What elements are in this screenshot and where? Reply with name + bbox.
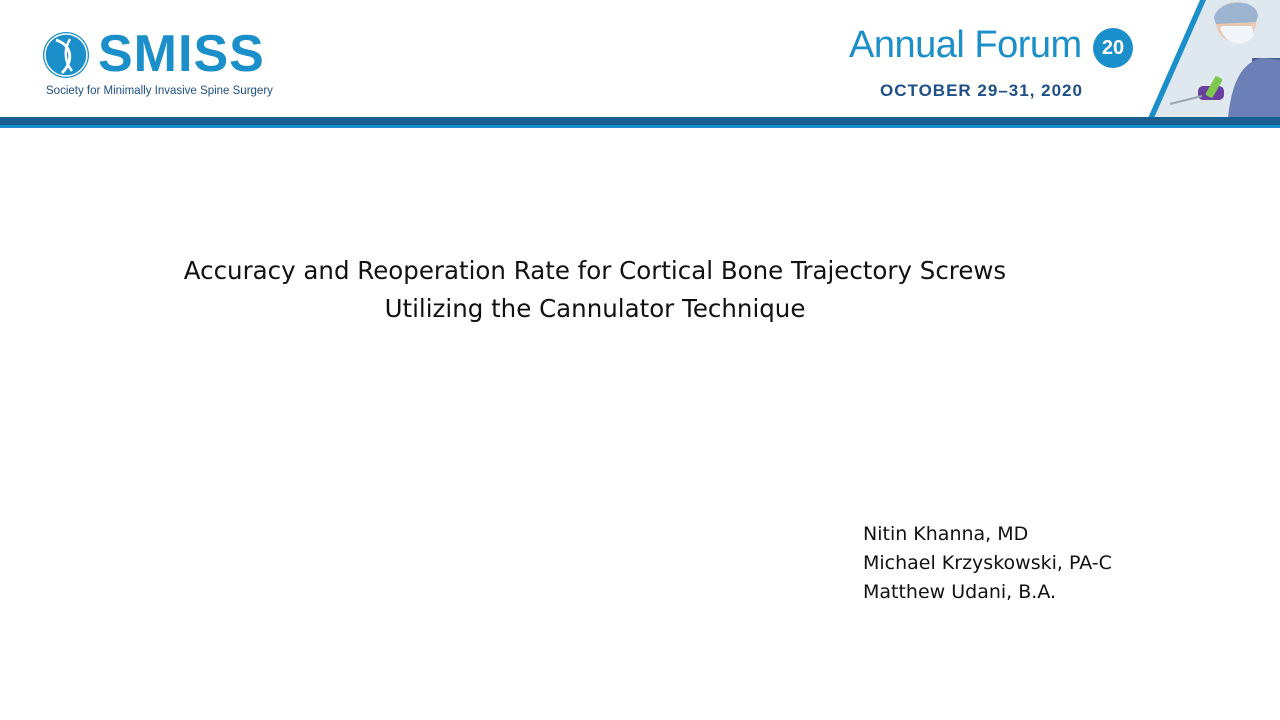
slide-title	[110, 252, 1080, 328]
logo-tagline: Society for Minimally Invasive Spine Surgery	[46, 85, 273, 97]
forum-title: Annual Forum	[849, 24, 1082, 66]
header-bar	[0, 117, 1280, 125]
header-accent-line	[0, 125, 1280, 128]
surgeon-photo	[1140, 0, 1280, 118]
author-name: Michael Krzyskowski, PA-C	[863, 552, 1112, 574]
title-line-2: Utilizing the Cannulator Technique	[384, 294, 806, 323]
smiss-logo-mark-icon	[42, 31, 90, 79]
author-list	[863, 520, 1112, 607]
title-line-1: Accuracy and Reoperation Rate for Cortical Bone Trajectory Screws	[183, 256, 1007, 285]
author-name: Matthew Udani, B.A.	[863, 581, 1057, 603]
slide-header	[0, 0, 1280, 128]
author-name: Nitin Khanna, MD	[863, 523, 1029, 545]
logo-wordmark: SMISS	[98, 25, 265, 83]
smiss-logo	[42, 25, 302, 100]
forum-dates: OCTOBER 29–31, 2020	[880, 81, 1083, 100]
forum-year-badge: 20	[1093, 28, 1133, 68]
